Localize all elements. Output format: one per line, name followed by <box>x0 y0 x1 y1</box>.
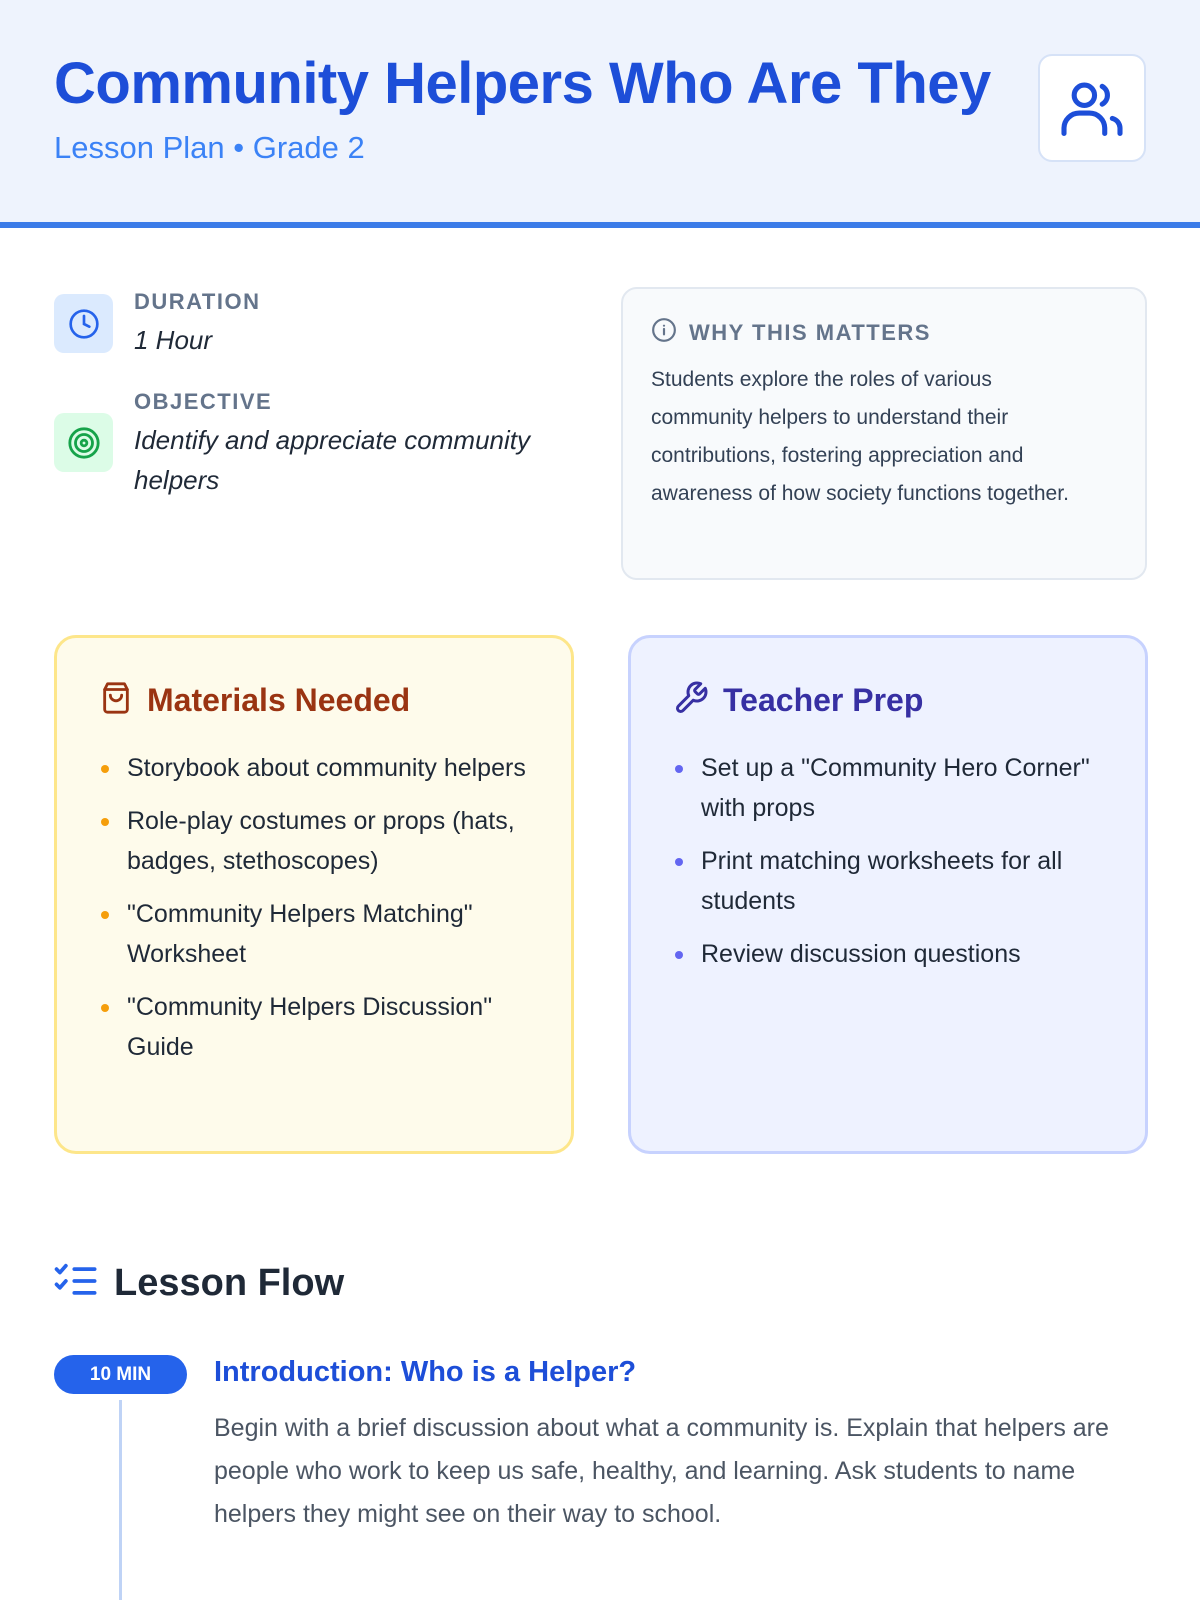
list-item-text: Review discussion questions <box>701 940 1021 968</box>
step-title: Introduction: Who is a Helper? <box>214 1356 637 1388</box>
objective-value: Identify and appreciate community helpers <box>134 425 530 495</box>
bullet-dot <box>101 765 109 773</box>
shopping-bag-icon <box>99 680 133 721</box>
materials-card <box>54 635 574 1154</box>
page-title: Community Helpers Who Are They <box>54 51 991 116</box>
why-title: WHY THIS MATTERS <box>689 319 931 345</box>
list-item-text: "Community Helpers Matching" Worksheet <box>127 900 473 968</box>
materials-header <box>99 680 410 721</box>
info-icon <box>651 317 677 348</box>
list-item-text: "Community Helpers Discussion" Guide <box>127 993 493 1061</box>
lesson-header <box>0 0 1200 228</box>
prep-header <box>673 680 923 721</box>
list-item <box>97 987 527 1067</box>
bullet-dot <box>101 818 109 826</box>
lesson-flow-header <box>54 1262 344 1305</box>
checklist-icon <box>54 1262 98 1305</box>
teacher-prep-card <box>628 635 1148 1154</box>
list-item <box>97 748 527 788</box>
why-header <box>651 317 931 348</box>
step-description: Begin with a brief discussion about what a community is. Explain that helpers are people who work to keep us safe, healthy, and learning. Ask students to name helpers they might see on their way to school. <box>214 1414 1109 1528</box>
duration-label: DURATION <box>134 289 261 314</box>
wrench-icon <box>673 680 709 721</box>
target-icon <box>54 413 113 472</box>
prep-title: Teacher Prep <box>723 682 924 718</box>
why-text: Students explore the roles of various community helpers to understand their contributions, fostering appreciation and awareness of how society functions together. <box>651 368 1069 505</box>
materials-list <box>97 748 527 1080</box>
step-time-badge: 10 MIN <box>54 1355 187 1394</box>
list-item <box>671 841 1101 921</box>
list-item-text: Storybook about community helpers <box>127 754 526 782</box>
lesson-flow-title: Lesson Flow <box>114 1262 345 1304</box>
prep-list <box>671 748 1101 987</box>
list-item-text: Role-play costumes or props (hats, badges, stethoscopes) <box>127 807 515 875</box>
list-item <box>671 748 1101 828</box>
materials-title: Materials Needed <box>147 682 411 718</box>
list-item-text: Set up a "Community Hero Corner" with props <box>701 754 1090 822</box>
objective-label: OBJECTIVE <box>134 389 273 414</box>
bullet-dot <box>675 858 683 866</box>
bullet-dot <box>675 765 683 773</box>
list-item <box>97 894 527 974</box>
list-item <box>97 801 527 881</box>
bullet-dot <box>675 951 683 959</box>
users-icon <box>1038 54 1146 162</box>
bullet-dot <box>101 911 109 919</box>
timeline-line <box>119 1400 122 1600</box>
page-subtitle: Lesson Plan • Grade 2 <box>54 130 365 165</box>
list-item-text: Print matching worksheets for all students <box>701 847 1063 915</box>
duration-value: 1 Hour <box>134 325 213 355</box>
why-this-matters-box <box>621 287 1147 580</box>
list-item <box>671 934 1101 974</box>
clock-icon <box>54 294 113 353</box>
bullet-dot <box>101 1004 109 1012</box>
